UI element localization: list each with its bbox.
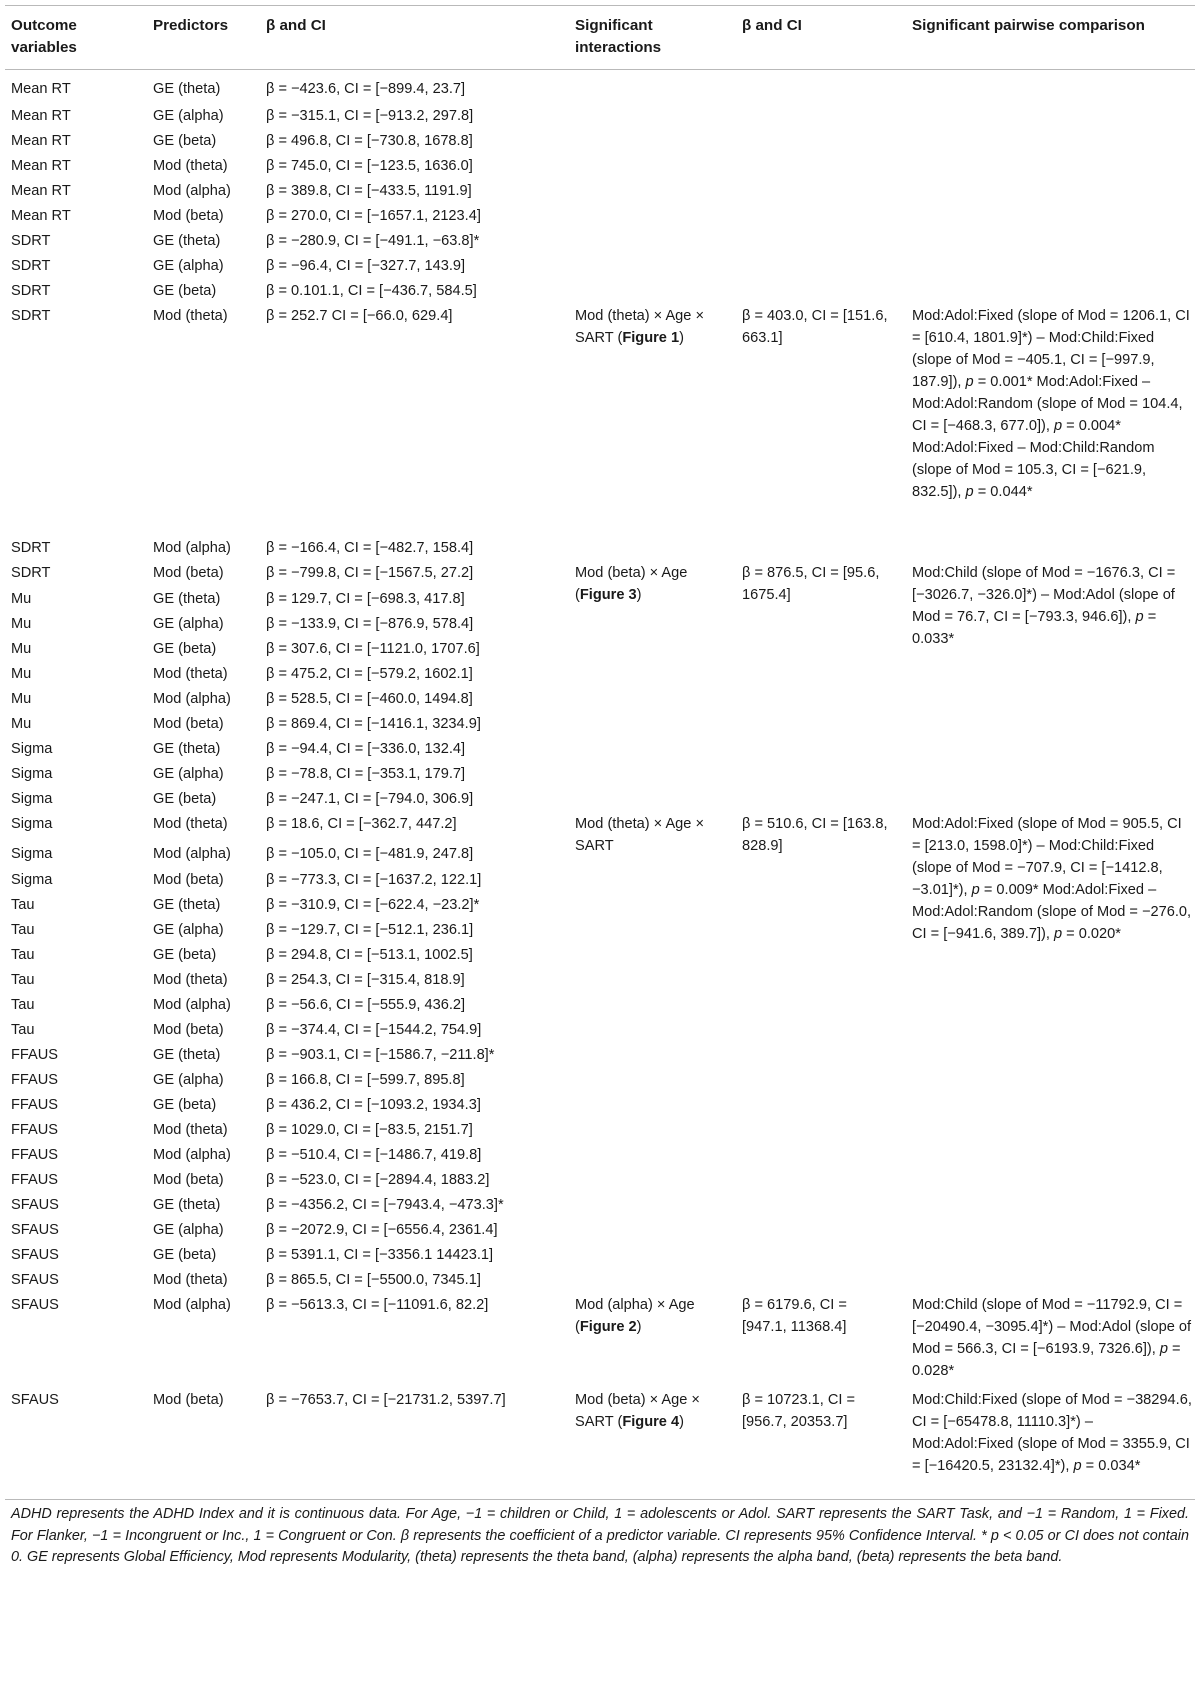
table-row bbox=[5, 1094, 1195, 1119]
beta-ci-cell: β = 129.7, CI = [−698.3, 417.8] bbox=[266, 591, 465, 607]
table-row bbox=[5, 969, 1195, 994]
table-row bbox=[5, 688, 1195, 713]
predictor-cell: Mod (theta) bbox=[153, 1272, 228, 1288]
interaction-beta-ci-cell: β = 876.5, CI = [95.6, 1675.4] bbox=[742, 565, 880, 603]
table-row bbox=[5, 1119, 1195, 1144]
beta-ci-cell: β = 869.4, CI = [−1416.1, 3234.9] bbox=[266, 716, 481, 732]
predictor-cell: Mod (alpha) bbox=[153, 183, 231, 199]
outcome-cell: FFAUS bbox=[11, 1122, 59, 1138]
table-row bbox=[5, 105, 1195, 131]
pairwise-comparison-cell: Mod:Child:Fixed (slope of Mod = −38294.6, CI = [−65478.8, 11110.3]*) – Mod:Adol:Fixed (slope of Mod = 3355.9, CI = [−16420.5, 23132.4]*), p = 0.034* bbox=[912, 1392, 1192, 1474]
beta-ci-cell: β = −2072.9, CI = [−6556.4, 2361.4] bbox=[266, 1222, 498, 1238]
predictor-cell: GE (theta) bbox=[153, 591, 221, 607]
predictor-cell: GE (alpha) bbox=[153, 922, 224, 938]
table-row bbox=[5, 843, 1195, 869]
predictor-cell: Mod (beta) bbox=[153, 1172, 224, 1188]
table-row bbox=[5, 894, 1195, 919]
outcome-cell: SDRT bbox=[11, 540, 51, 556]
beta-ci-cell: β = 496.8, CI = [−730.8, 1678.8] bbox=[266, 133, 473, 149]
table-row bbox=[5, 1294, 1195, 1389]
table-row bbox=[5, 663, 1195, 688]
predictor-cell: Mod (alpha) bbox=[153, 1147, 231, 1163]
table-row bbox=[5, 1269, 1195, 1294]
outcome-cell: Sigma bbox=[11, 766, 53, 782]
predictor-cell: GE (theta) bbox=[153, 81, 221, 97]
table-row bbox=[5, 713, 1195, 738]
predictor-cell: Mod (theta) bbox=[153, 816, 228, 832]
table-row bbox=[5, 869, 1195, 894]
beta-ci-cell: β = −7653.7, CI = [−21731.2, 5397.7] bbox=[266, 1392, 506, 1408]
table-row bbox=[5, 1244, 1195, 1269]
outcome-cell: SFAUS bbox=[11, 1272, 59, 1288]
interaction-cell: Mod (beta) × Age (Figure 3) bbox=[575, 565, 688, 603]
header-beta-ci: β and CI bbox=[266, 17, 326, 34]
beta-ci-cell: β = 294.8, CI = [−513.1, 1002.5] bbox=[266, 947, 473, 963]
pairwise-comparison-cell: Mod:Adol:Fixed (slope of Mod = 1206.1, CI = [610.4, 1801.9]*) – Mod:Child:Fixed (slope of Mod = −405.1, CI = [−997.9, 187.9]), p = 0.001* Mod:Adol:Fixed – Mod:Adol:Random (slope of Mod = 104.4, CI = [−468.3, 677.0]), p = 0.004* Mod:Adol:Fixed – Mod:Child:Random (slope of Mod = 105.3, CI = [−621.9, 832.5]), p = 0.044* bbox=[912, 308, 1190, 500]
outcome-cell: SDRT bbox=[11, 308, 51, 324]
table-row bbox=[5, 78, 1195, 105]
results-table bbox=[5, 5, 1195, 1569]
table-row bbox=[5, 305, 1195, 537]
beta-ci-cell: β = −94.4, CI = [−336.0, 132.4] bbox=[266, 741, 466, 757]
outcome-cell: Mean RT bbox=[11, 81, 71, 97]
interaction-cell: Mod (beta) × Age × SART (Figure 4) bbox=[575, 1392, 700, 1430]
predictor-cell: GE (theta) bbox=[153, 233, 221, 249]
predictor-cell: GE (beta) bbox=[153, 133, 217, 149]
predictor-cell: GE (theta) bbox=[153, 1197, 221, 1213]
interaction-beta-ci-cell: β = 6179.6, CI = [947.1, 11368.4] bbox=[742, 1297, 847, 1335]
beta-ci-cell: β = −5613.3, CI = [−11091.6, 82.2] bbox=[266, 1297, 489, 1313]
outcome-cell: Sigma bbox=[11, 741, 53, 757]
outcome-cell: FFAUS bbox=[11, 1097, 59, 1113]
beta-ci-cell: β = 436.2, CI = [−1093.2, 1934.3] bbox=[266, 1097, 481, 1113]
predictor-cell: GE (beta) bbox=[153, 791, 217, 807]
table-row bbox=[5, 205, 1195, 230]
outcome-cell: Mu bbox=[11, 641, 32, 657]
beta-ci-cell: β = −129.7, CI = [−512.1, 236.1] bbox=[266, 922, 474, 938]
predictor-cell: Mod (alpha) bbox=[153, 997, 231, 1013]
beta-ci-cell: β = −315.1, CI = [−913.2, 297.8] bbox=[266, 107, 474, 124]
beta-ci-cell: β = −133.9, CI = [−876.9, 578.4] bbox=[266, 616, 474, 632]
interaction-cell: Mod (theta) × Age × SART (Figure 1) bbox=[575, 308, 704, 346]
header-interaction-beta-ci: β and CI bbox=[742, 17, 802, 34]
beta-ci-cell: β = −374.4, CI = [−1544.2, 754.9] bbox=[266, 1022, 482, 1038]
beta-ci-cell: β = −903.1, CI = [−1586.7, −211.8]* bbox=[266, 1047, 495, 1063]
predictor-cell: Mod (theta) bbox=[153, 666, 228, 682]
outcome-cell: Tau bbox=[11, 972, 35, 988]
pairwise-comparison-cell: Mod:Child (slope of Mod = −1676.3, CI = [−3026.7, −326.0]*) – Mod:Adol (slope of Mod = 76.7, CI = [−793.3, 946.6]), p = 0.033* bbox=[912, 565, 1176, 647]
table-row bbox=[5, 1194, 1195, 1219]
predictor-cell: Mod (beta) bbox=[153, 208, 224, 224]
beta-ci-cell: β = 475.2, CI = [−579.2, 1602.1] bbox=[266, 666, 473, 682]
table-row bbox=[5, 588, 1195, 613]
predictor-cell: Mod (theta) bbox=[153, 308, 228, 324]
table-row bbox=[5, 1169, 1195, 1194]
table-row bbox=[5, 1144, 1195, 1169]
header-predictors: Predictors bbox=[153, 17, 229, 34]
beta-ci-cell: β = −247.1, CI = [−794.0, 306.9] bbox=[266, 791, 474, 807]
outcome-cell: Mean RT bbox=[11, 158, 71, 174]
predictor-cell: Mod (theta) bbox=[153, 158, 228, 174]
beta-ci-cell: β = −166.4, CI = [−482.7, 158.4] bbox=[266, 540, 474, 556]
outcome-cell: FFAUS bbox=[11, 1172, 59, 1188]
beta-ci-cell: β = −523.0, CI = [−2894.4, 1883.2] bbox=[266, 1172, 490, 1188]
outcome-cell: FFAUS bbox=[11, 1147, 59, 1163]
table-row bbox=[5, 944, 1195, 969]
outcome-cell: SDRT bbox=[11, 565, 51, 581]
table-row bbox=[5, 155, 1195, 180]
pairwise-comparison-cell: Mod:Child (slope of Mod = −11792.9, CI = [−20490.4, −3095.4]*) – Mod:Adol (slope of Mod = 566.3, CI = [−6193.9, 7326.6]), p = 0.028* bbox=[912, 1297, 1192, 1379]
pairwise-comparison-cell: Mod:Adol:Fixed (slope of Mod = 905.5, CI = [213.0, 1598.0]*) – Mod:Child:Fixed (slope of Mod = −707.9, CI = [−1412.8, −3.01]*), p = 0.009* Mod:Adol:Fixed – Mod:Adol:Random (slope of Mod = −276.0, CI = [−941.6, 389.7]), p = 0.020* bbox=[912, 816, 1192, 942]
table-row bbox=[5, 230, 1195, 255]
outcome-cell: Mu bbox=[11, 616, 32, 632]
outcome-cell: SFAUS bbox=[11, 1297, 59, 1313]
beta-ci-cell: β = −773.3, CI = [−1637.2, 122.1] bbox=[266, 872, 482, 888]
beta-ci-cell: β = −105.0, CI = [−481.9, 247.8] bbox=[266, 846, 474, 862]
interaction-cell: Mod (theta) × Age × SART bbox=[575, 816, 704, 854]
beta-ci-cell: β = 745.0, CI = [−123.5, 1636.0] bbox=[266, 158, 473, 174]
outcome-cell: SDRT bbox=[11, 283, 51, 299]
beta-ci-cell: β = 389.8, CI = [−433.5, 1191.9] bbox=[266, 183, 472, 199]
outcome-cell: Sigma bbox=[11, 791, 53, 807]
beta-ci-cell: β = 1029.0, CI = [−83.5, 2151.7] bbox=[266, 1122, 473, 1138]
table-row bbox=[5, 1389, 1195, 1499]
table-row bbox=[5, 613, 1195, 638]
interaction-beta-ci-cell: β = 510.6, CI = [163.8, 828.9] bbox=[742, 816, 888, 854]
predictor-cell: GE (alpha) bbox=[153, 1222, 224, 1238]
table-body bbox=[5, 70, 1195, 1499]
outcome-cell: Mean RT bbox=[11, 208, 71, 224]
outcome-cell: Mean RT bbox=[11, 183, 71, 199]
predictor-cell: GE (beta) bbox=[153, 1097, 217, 1113]
table-row bbox=[5, 130, 1195, 155]
outcome-cell: SDRT bbox=[11, 258, 51, 274]
outcome-cell: Mu bbox=[11, 716, 32, 732]
outcome-cell: FFAUS bbox=[11, 1072, 59, 1088]
table-footnote: ADHD represents the ADHD Index and it is continuous data. For Age, −1 = children or Child, 1 = adolescents or Adol. SART represents the SART Task, and −1 = Random, 1 = Fixed. For Flanker, −1 = Incongruent or Inc., 1 = Congruent or Con. β represents the coefficient of a predictor variable. CI represents 95% Confidence Interval. * p < 0.05 or CI does not contain 0. GE represents Global Efficiency, Mod represents Modularity, (theta) represents the theta band, (alpha) represents the alpha band, (beta) represents the beta band. bbox=[11, 1506, 1189, 1565]
table-row bbox=[5, 638, 1195, 663]
beta-ci-cell: β = 528.5, CI = [−460.0, 1494.8] bbox=[266, 691, 473, 707]
beta-ci-cell: β = 254.3, CI = [−315.4, 818.9] bbox=[266, 972, 465, 988]
interaction-cell: Mod (alpha) × Age (Figure 2) bbox=[575, 1297, 695, 1335]
outcome-cell: Tau bbox=[11, 1022, 35, 1038]
beta-ci-cell: β = 18.6, CI = [−362.7, 447.2] bbox=[266, 816, 457, 832]
predictor-cell: GE (beta) bbox=[153, 947, 217, 963]
predictor-cell: GE (alpha) bbox=[153, 766, 224, 782]
predictor-cell: Mod (theta) bbox=[153, 1122, 228, 1138]
table-row bbox=[5, 994, 1195, 1019]
predictor-cell: GE (alpha) bbox=[153, 616, 224, 632]
predictor-cell: Mod (alpha) bbox=[153, 540, 231, 556]
predictor-cell: GE (beta) bbox=[153, 641, 217, 657]
table-header bbox=[5, 6, 1195, 70]
header-pairwise-comparison: Significant pairwise comparison bbox=[912, 17, 1145, 34]
outcome-cell: Sigma bbox=[11, 872, 53, 888]
outcome-cell: Mu bbox=[11, 666, 32, 682]
table-row bbox=[5, 1044, 1195, 1069]
outcome-cell: Tau bbox=[11, 922, 35, 938]
predictor-cell: GE (theta) bbox=[153, 741, 221, 757]
predictor-cell: Mod (alpha) bbox=[153, 691, 231, 707]
beta-ci-cell: β = 270.0, CI = [−1657.1, 2123.4] bbox=[266, 208, 481, 224]
outcome-cell: SFAUS bbox=[11, 1197, 59, 1213]
outcome-cell: Mean RT bbox=[11, 133, 71, 149]
outcome-cell: Tau bbox=[11, 947, 35, 963]
table-row bbox=[5, 738, 1195, 763]
outcome-cell: Mu bbox=[11, 691, 32, 707]
predictor-cell: GE (alpha) bbox=[153, 107, 224, 124]
outcome-cell: Sigma bbox=[11, 846, 53, 862]
predictor-cell: Mod (beta) bbox=[153, 716, 224, 732]
table-row bbox=[5, 537, 1195, 562]
beta-ci-cell: β = −310.9, CI = [−622.4, −23.2]* bbox=[266, 897, 480, 913]
predictor-cell: Mod (beta) bbox=[153, 1022, 224, 1038]
beta-ci-cell: β = −799.8, CI = [−1567.5, 27.2] bbox=[266, 565, 474, 581]
outcome-cell: Tau bbox=[11, 897, 35, 913]
beta-ci-cell: β = −56.6, CI = [−555.9, 436.2] bbox=[266, 997, 466, 1013]
predictor-cell: GE (beta) bbox=[153, 1247, 217, 1263]
outcome-cell: Mu bbox=[11, 591, 32, 607]
interaction-beta-ci-cell: β = 403.0, CI = [151.6, 663.1] bbox=[742, 308, 888, 346]
predictor-cell: GE (beta) bbox=[153, 283, 217, 299]
beta-ci-cell: β = 166.8, CI = [−599.7, 895.8] bbox=[266, 1072, 465, 1088]
table-row bbox=[5, 180, 1195, 205]
beta-ci-cell: β = 865.5, CI = [−5500.0, 7345.1] bbox=[266, 1272, 481, 1288]
predictor-cell: Mod (theta) bbox=[153, 972, 228, 988]
table-row bbox=[5, 788, 1195, 813]
outcome-cell: Mean RT bbox=[11, 107, 71, 124]
beta-ci-cell: β = −510.4, CI = [−1486.7, 419.8] bbox=[266, 1147, 482, 1163]
predictor-cell: Mod (beta) bbox=[153, 565, 224, 581]
header-significant-interactions: Significant interactions bbox=[575, 17, 662, 56]
beta-ci-cell: β = −78.8, CI = [−353.1, 179.7] bbox=[266, 766, 466, 782]
beta-ci-cell: β = −280.9, CI = [−491.1, −63.8]* bbox=[266, 233, 480, 249]
predictor-cell: Mod (alpha) bbox=[153, 846, 231, 862]
outcome-cell: SDRT bbox=[11, 233, 51, 249]
beta-ci-cell: β = −4356.2, CI = [−7943.4, −473.3]* bbox=[266, 1197, 504, 1213]
table-row bbox=[5, 1219, 1195, 1244]
outcome-cell: SFAUS bbox=[11, 1222, 59, 1238]
beta-ci-cell: β = 5391.1, CI = [−3356.1 14423.1] bbox=[266, 1247, 494, 1263]
predictor-cell: Mod (alpha) bbox=[153, 1297, 231, 1313]
beta-ci-cell: β = −423.6, CI = [−899.4, 23.7] bbox=[266, 81, 466, 97]
outcome-cell: SFAUS bbox=[11, 1392, 59, 1408]
outcome-cell: FFAUS bbox=[11, 1047, 59, 1063]
outcome-cell: SFAUS bbox=[11, 1247, 59, 1263]
header-outcome-variables: Outcome variables bbox=[11, 17, 77, 56]
predictor-cell: GE (theta) bbox=[153, 897, 221, 913]
predictor-cell: GE (alpha) bbox=[153, 1072, 224, 1088]
table-row bbox=[5, 1069, 1195, 1094]
predictor-cell: Mod (beta) bbox=[153, 1392, 224, 1408]
predictor-cell: GE (alpha) bbox=[153, 258, 224, 274]
beta-ci-cell: β = −96.4, CI = [−327.7, 143.9] bbox=[266, 258, 466, 274]
outcome-cell: Tau bbox=[11, 997, 35, 1013]
beta-ci-cell: β = 252.7 CI = [−66.0, 629.4] bbox=[266, 308, 453, 324]
beta-ci-cell: β = 0.101.1, CI = [−436.7, 584.5] bbox=[266, 283, 477, 299]
table-row bbox=[5, 919, 1195, 944]
table-row bbox=[5, 280, 1195, 305]
table-row bbox=[5, 1019, 1195, 1044]
interaction-beta-ci-cell: β = 10723.1, CI = [956.7, 20353.7] bbox=[742, 1392, 856, 1430]
outcome-cell: Sigma bbox=[11, 816, 53, 832]
predictor-cell: GE (theta) bbox=[153, 1047, 221, 1063]
beta-ci-cell: β = 307.6, CI = [−1121.0, 1707.6] bbox=[266, 641, 480, 657]
predictor-cell: Mod (beta) bbox=[153, 872, 224, 888]
table-row bbox=[5, 255, 1195, 280]
table-row bbox=[5, 763, 1195, 788]
